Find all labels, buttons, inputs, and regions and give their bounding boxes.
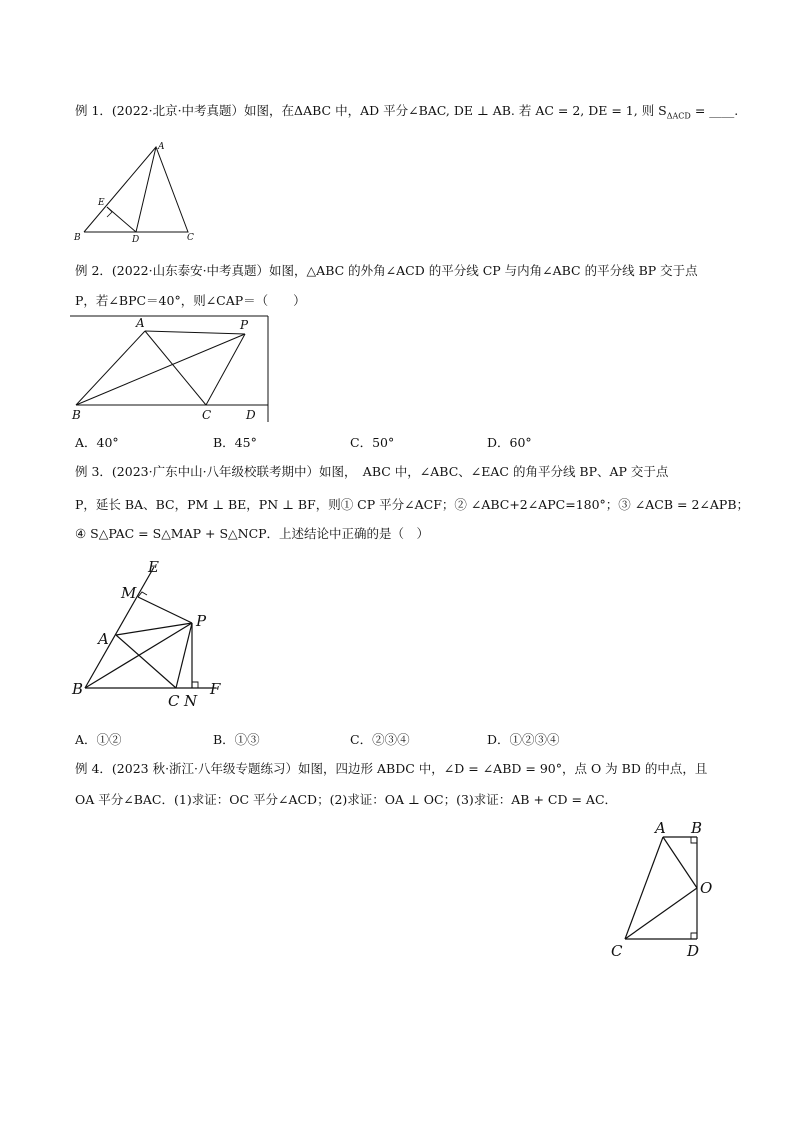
label-A: A — [655, 819, 666, 837]
example-1-figure — [70, 138, 210, 248]
label-C: C — [202, 408, 212, 422]
label-O: O — [700, 879, 713, 897]
label-M: M — [121, 584, 137, 602]
label-C: C — [611, 942, 623, 960]
example-1-text: 例 1．(2022·北京·中考真题）如图，在ΔABC 中，AD 平分∠BAC, DE ⊥ AB. 若 AC = 2, DE = 1, 则 $S_{\Delta ACD}$ = ____. — [75, 103, 739, 121]
label-F: F — [210, 680, 221, 698]
label-B: B — [691, 819, 703, 837]
option-d[interactable]: D．①②③④ — [487, 732, 560, 747]
example-4-figure — [605, 815, 725, 965]
label-D: D — [246, 408, 256, 422]
label-C: C — [168, 692, 180, 710]
example-2-line-1: 例 2．(2022·山东泰安·中考真题）如图，△ABC 的外角∠ACD 的平分线 CP 与内角∠ABC 的平分线 BP 交于点 — [75, 263, 698, 278]
option-b[interactable]: B．45° — [213, 435, 257, 450]
option-a[interactable]: A．40° — [75, 435, 119, 450]
label-E: E — [98, 198, 105, 208]
label-E: E — [148, 558, 159, 576]
example-4-line-2: OA 平分∠BAC．(1)求证：OC 平分∠ACD；(2)求证：OA ⊥ OC；(3)求证：AB + CD = AC． — [75, 792, 618, 807]
label-N: N — [184, 692, 198, 710]
label-P: P — [240, 318, 249, 332]
example-4-line-1: 例 4．(2023 秋·浙江·八年级专题练习）如图，四边形 ABDC 中，∠D = ∠ABD = 90°，点 O 为 BD 的中点，且 — [75, 761, 708, 776]
example-3-line-1: 例 3．(2023·广东中山·八年级校联考期中）如图， ABC 中，∠ABC、∠EAC 的角平分线 BP、AP 交于点 — [75, 464, 669, 479]
option-c[interactable]: C．50° — [350, 435, 395, 450]
option-c[interactable]: C．②③④ — [350, 732, 410, 747]
label-C: C — [187, 233, 194, 243]
example-3-figure — [68, 556, 238, 714]
example-3-line-3: ④ S△PAC = S△MAP + S△NCP．上述结论中正确的是（ ） — [75, 526, 430, 541]
label-D: D — [687, 942, 700, 960]
option-b[interactable]: B．①③ — [213, 732, 260, 747]
option-a[interactable]: A．①② — [75, 732, 122, 747]
label-A: A — [98, 630, 109, 648]
option-d[interactable]: D．60° — [487, 435, 532, 450]
example-2-line-2: P，若∠BPC＝40°，则∠CAP＝（ ） — [75, 293, 306, 308]
example-3-line-2: P，延长 BA、BC，PM ⊥ BE，PN ⊥ BF，则① CP 平分∠ACF；② ∠ABC+2∠APC=180°；③ ∠ACB = 2∠APB； — [75, 497, 750, 512]
label-B: B — [72, 680, 84, 698]
label-P: P — [196, 612, 207, 630]
example-2-figure — [70, 314, 275, 426]
label-A: A — [136, 316, 145, 330]
label-B: B — [74, 233, 81, 243]
label-B: B — [72, 408, 81, 422]
label-D: D — [132, 235, 140, 245]
label-A: A — [158, 142, 165, 152]
